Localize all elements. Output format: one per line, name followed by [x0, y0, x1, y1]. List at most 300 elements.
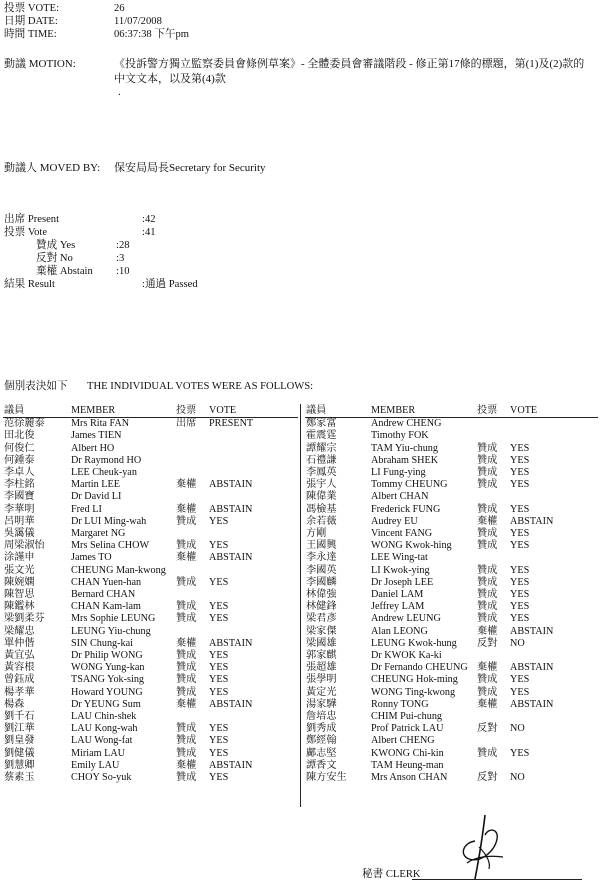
vote-number-value: 26 [114, 3, 125, 14]
vote-en: ABSTAIN [510, 698, 554, 710]
vote-zh [476, 650, 509, 662]
column-header-vote-zh: 投票 [476, 405, 509, 418]
votes-table-header-row [3, 405, 298, 418]
vote-count-value: :41 [142, 227, 156, 238]
vote-zh [476, 552, 509, 564]
vote-zh: 棄權 [176, 759, 197, 771]
vote-en: ABSTAIN [209, 698, 253, 710]
member-vote-row [3, 711, 298, 723]
member-vote-row [305, 491, 598, 503]
vote-en: YES [510, 528, 530, 540]
member-name-en: Emily LAU [71, 759, 120, 771]
vote-en: PRESENT [209, 418, 254, 430]
member-name-zh: 蔡素玉 [4, 772, 35, 784]
vote-en: YES [510, 467, 530, 479]
vote-zh [175, 565, 208, 577]
member-name-zh: 梁耀忠 [4, 625, 35, 637]
vote-zh: 贊成 [477, 540, 498, 552]
vote-zh [175, 711, 208, 723]
vote-en: YES [209, 515, 229, 527]
yes-value: :28 [116, 240, 130, 251]
member-name-en: WONG Yung-kan [71, 662, 145, 674]
member-name-zh: 何鍾泰 [4, 454, 35, 466]
vote-zh [175, 528, 208, 540]
member-name-zh: 王國興 [306, 540, 337, 552]
member-name-zh: 陳鑑林 [4, 601, 35, 613]
member-name-zh: 譚香文 [306, 759, 337, 771]
member-vote-row [3, 662, 298, 674]
clerk-signature-line [412, 879, 582, 880]
vote-zh: 贊成 [477, 576, 498, 588]
vote-zh: 反對 [477, 772, 498, 784]
member-name-zh: 詹培忠 [306, 711, 337, 723]
votes-table-left [3, 405, 298, 784]
vote-en [208, 626, 298, 638]
member-vote-row [3, 443, 298, 455]
member-name-en: LEE Wing-tat [371, 552, 428, 564]
vote-zh: 棄權 [176, 479, 197, 491]
member-name-en: Bernard CHAN [71, 589, 136, 601]
member-name-en: Jeffrey LAM [371, 601, 425, 613]
vote-zh: 反對 [477, 723, 498, 735]
member-name-zh: 梁家傑 [306, 625, 337, 637]
member-vote-row [3, 504, 298, 516]
member-vote-row [305, 467, 598, 479]
abstain-label: 棄權 Abstain [36, 266, 93, 277]
member-vote-row [3, 772, 298, 784]
vote-zh: 贊成 [477, 528, 498, 540]
vote-en: YES [510, 674, 530, 686]
member-name-en: CHOY So-yuk [71, 772, 132, 784]
member-name-en: Dr Joseph LEE [371, 576, 434, 588]
vote-zh: 贊成 [477, 747, 498, 759]
member-vote-row [305, 577, 598, 589]
member-name-en: Frederick FUNG [371, 503, 441, 515]
member-vote-row [305, 662, 598, 674]
member-vote-row [3, 687, 298, 699]
member-name-zh: 陳偉業 [306, 491, 337, 503]
member-name-en: Fred LI [71, 503, 102, 515]
vote-en: YES [209, 540, 229, 552]
member-name-zh: 陳智思 [4, 589, 35, 601]
vote-number-label: 投票 VOTE: [4, 3, 60, 14]
vote-en: NO [510, 772, 525, 784]
member-vote-row [3, 638, 298, 650]
vote-en: YES [510, 601, 530, 613]
vote-zh: 贊成 [477, 589, 498, 601]
vote-en: ABSTAIN [209, 637, 253, 649]
member-vote-row [3, 650, 298, 662]
member-name-en: Albert CHENG [371, 735, 435, 747]
member-name-en: Dr David LI [71, 491, 122, 503]
member-name-en: Andrew CHENG [371, 418, 442, 430]
member-name-zh: 郭家麒 [306, 650, 337, 662]
member-name-en: LI Kwok-ying [371, 564, 430, 576]
member-name-zh: 劉江華 [4, 723, 35, 735]
vote-zh [175, 626, 208, 638]
member-name-en: Dr YEUNG Sum [71, 698, 141, 710]
member-name-zh: 梁國雄 [306, 637, 337, 649]
member-vote-row [305, 723, 598, 735]
date-value: 11/07/2008 [114, 16, 162, 27]
member-vote-row [305, 565, 598, 577]
individual-votes-title-zh: 個別表決如下 [4, 381, 68, 392]
vote-en [208, 443, 298, 455]
vote-en [208, 455, 298, 467]
column-header-member-zh: 議員 [3, 405, 70, 418]
member-name-zh: 李鳳英 [306, 467, 337, 479]
member-name-en: Dr Fernando CHEUNG [371, 662, 468, 674]
member-vote-row [3, 626, 298, 638]
vote-en [208, 467, 298, 479]
vote-en: YES [209, 686, 229, 698]
member-name-en: Abraham SHEK [371, 454, 439, 466]
vote-zh: 反對 [477, 637, 498, 649]
vote-zh: 贊成 [176, 515, 197, 527]
vote-en: ABSTAIN [510, 515, 554, 527]
present-label: 出席 Present [4, 214, 60, 225]
member-name-en: Miriam LAU [71, 747, 126, 759]
vote-count-label: 投票 Vote [4, 227, 48, 238]
member-name-zh: 湯家驊 [306, 698, 337, 710]
vote-zh: 棄權 [176, 637, 197, 649]
member-name-en: LAU Chin-shek [71, 711, 137, 723]
vote-zh: 贊成 [477, 479, 498, 491]
vote-zh [476, 735, 509, 747]
member-name-zh: 黃宜弘 [4, 650, 35, 662]
motion-label: 動議 MOTION: [4, 58, 76, 70]
vote-zh [175, 467, 208, 479]
member-name-en: Mrs Rita FAN [71, 418, 130, 430]
member-name-en: Vincent FANG [371, 528, 433, 540]
vote-en [509, 760, 598, 772]
column-header-vote-en: VOTE [208, 405, 298, 418]
member-name-zh: 劉秀成 [306, 723, 337, 735]
vote-en: ABSTAIN [209, 479, 253, 491]
vote-en: YES [510, 576, 530, 588]
member-vote-row [3, 748, 298, 760]
vote-en: NO [510, 723, 525, 735]
vote-en: YES [510, 503, 530, 515]
votes-table-header-row [305, 405, 598, 418]
vote-en: YES [510, 454, 530, 466]
member-name-zh: 張超雄 [306, 662, 337, 674]
member-name-zh: 單仲偕 [4, 637, 35, 649]
vote-en: ABSTAIN [209, 552, 253, 564]
vote-zh: 贊成 [176, 601, 197, 613]
member-name-en: Daniel LAM [371, 589, 424, 601]
vote-en: YES [510, 613, 530, 625]
vote-zh: 贊成 [477, 454, 498, 466]
member-vote-row [305, 504, 598, 516]
vote-zh: 棄權 [176, 552, 197, 564]
vote-zh [476, 491, 509, 503]
member-vote-row [305, 748, 598, 760]
vote-zh: 贊成 [176, 735, 197, 747]
vote-zh: 贊成 [477, 503, 498, 515]
member-vote-row [305, 455, 598, 467]
member-name-zh: 梁君彥 [306, 613, 337, 625]
vote-zh: 贊成 [477, 613, 498, 625]
vote-zh: 贊成 [176, 576, 197, 588]
member-vote-row [305, 760, 598, 772]
member-name-zh: 林偉強 [306, 589, 337, 601]
member-name-zh: 陳方安生 [306, 772, 347, 784]
abstain-value: :10 [116, 266, 130, 277]
member-name-en: Prof Patrick LAU [371, 723, 444, 735]
member-name-zh: 李永達 [306, 552, 337, 564]
member-name-zh: 李國寶 [4, 491, 35, 503]
vote-en: YES [209, 747, 229, 759]
time-label: 時間 TIME: [4, 29, 57, 40]
vote-zh: 贊成 [176, 613, 197, 625]
result-value: :通過 Passed [142, 279, 198, 290]
member-vote-row [3, 491, 298, 503]
vote-zh [476, 711, 509, 723]
vote-en [509, 735, 598, 747]
time-value: 06:37:38 下午pm [114, 29, 190, 40]
member-name-en: CHAN Yuen-han [71, 576, 142, 588]
column-header-member-en: MEMBER [70, 405, 175, 418]
member-name-zh: 梁劉柔芬 [4, 613, 45, 625]
member-name-zh: 呂明華 [4, 515, 35, 527]
date-label: 日期 DATE: [4, 16, 58, 27]
member-vote-row [305, 540, 598, 552]
vote-en: YES [209, 674, 229, 686]
member-name-en: LEE Cheuk-yan [71, 467, 137, 479]
member-name-en: TSANG Yok-sing [71, 674, 145, 686]
column-header-member-en: MEMBER [370, 405, 476, 418]
member-vote-row [3, 528, 298, 540]
member-name-zh: 范徐麗泰 [4, 418, 45, 430]
member-name-zh: 鄭經翰 [306, 735, 337, 747]
vote-zh [476, 418, 509, 431]
member-name-zh: 何俊仁 [4, 442, 35, 454]
member-name-zh: 李國麟 [306, 576, 337, 588]
vote-zh: 贊成 [176, 686, 197, 698]
member-name-zh: 劉慧卿 [4, 759, 35, 771]
member-vote-row [305, 735, 598, 747]
member-name-en: TAM Heung-man [371, 759, 444, 771]
member-vote-row [3, 613, 298, 625]
column-header-vote-zh: 投票 [175, 405, 208, 418]
member-name-zh: 張宇人 [306, 479, 337, 491]
member-name-zh: 張學明 [306, 674, 337, 686]
vote-zh: 贊成 [176, 540, 197, 552]
present-value: :42 [142, 214, 156, 225]
vote-zh [175, 491, 208, 503]
member-vote-row [3, 467, 298, 479]
member-vote-row [3, 577, 298, 589]
member-name-zh: 張文光 [4, 564, 35, 576]
vote-en: NO [510, 637, 525, 649]
member-name-zh: 余若薇 [306, 515, 337, 527]
member-name-zh: 霍震霆 [306, 430, 337, 442]
vote-en: YES [510, 589, 530, 601]
vote-en: YES [510, 540, 530, 552]
member-name-en: Albert HO [71, 442, 115, 454]
member-vote-row [305, 772, 598, 784]
vote-en: ABSTAIN [209, 503, 253, 515]
vote-zh [175, 430, 208, 442]
member-name-en: Tommy CHEUNG [371, 479, 448, 491]
member-name-en: Mrs Anson CHAN [371, 772, 448, 784]
member-vote-row [305, 528, 598, 540]
member-name-zh: 鄺志堅 [306, 747, 337, 759]
member-vote-row [305, 443, 598, 455]
vote-zh: 棄權 [176, 503, 197, 515]
member-name-en: Dr LUI Ming-wah [71, 515, 147, 527]
member-name-en: Mrs Sophie LEUNG [71, 613, 156, 625]
member-name-zh: 林健鋒 [306, 601, 337, 613]
vote-zh: 贊成 [176, 674, 197, 686]
member-name-zh: 李卓人 [4, 467, 35, 479]
vote-zh: 棄權 [176, 698, 197, 710]
vote-zh [175, 443, 208, 455]
member-vote-row [3, 479, 298, 491]
votes-table-right [305, 405, 598, 784]
member-name-en: Albert CHAN [371, 491, 429, 503]
member-name-zh: 馮檢基 [306, 503, 337, 515]
vote-en [509, 711, 598, 723]
member-name-zh: 吳靄儀 [4, 528, 35, 540]
column-header-vote-en: VOTE [509, 405, 598, 418]
vote-zh [175, 589, 208, 601]
vote-en [208, 711, 298, 723]
vote-zh: 贊成 [477, 674, 498, 686]
member-name-zh: 陳婉嫻 [4, 576, 35, 588]
vote-en: YES [209, 735, 229, 747]
vote-en [208, 528, 298, 540]
member-name-zh: 劉千石 [4, 711, 35, 723]
member-name-en: TAM Yiu-chung [371, 442, 438, 454]
member-name-en: CHEUNG Man-kwong [71, 564, 166, 576]
member-name-zh: 李華明 [4, 503, 35, 515]
vote-zh [476, 760, 509, 772]
vote-zh [175, 455, 208, 467]
result-label: 結果 Result [4, 279, 55, 290]
member-name-zh: 涂謹申 [4, 552, 35, 564]
member-vote-row [305, 638, 598, 650]
member-name-en: James TO [71, 552, 112, 564]
member-vote-row [3, 516, 298, 528]
clerk-label: 秘書 CLERK [362, 869, 421, 880]
member-name-en: Timothy FOK [371, 430, 429, 442]
vote-zh: 贊成 [477, 601, 498, 613]
member-name-en: Alan LEONG [371, 625, 428, 637]
table-column-divider [300, 404, 301, 807]
member-name-en: LI Fung-ying [371, 467, 426, 479]
vote-en: ABSTAIN [510, 662, 554, 674]
member-name-zh: 田北俊 [4, 430, 35, 442]
vote-zh [476, 430, 509, 442]
vote-en [509, 418, 598, 431]
member-name-zh: 楊森 [4, 698, 25, 710]
vote-en [509, 491, 598, 503]
member-name-en: WONG Ting-kwong [371, 686, 456, 698]
vote-en: YES [510, 442, 530, 454]
member-name-en: LAU Kong-wah [71, 723, 138, 735]
yes-label: 贊成 Yes [36, 240, 76, 251]
member-name-en: WONG Kwok-hing [371, 540, 452, 552]
vote-en: YES [209, 576, 229, 588]
member-name-zh: 劉皇發 [4, 735, 35, 747]
member-name-zh: 鄭家富 [306, 418, 337, 430]
member-name-zh: 周梁淑怡 [4, 540, 45, 552]
member-vote-row [3, 601, 298, 613]
vote-en: YES [209, 772, 229, 784]
column-header-member-zh: 議員 [305, 405, 370, 418]
individual-votes-title-en: THE INDIVIDUAL VOTES WERE AS FOLLOWS: [87, 381, 314, 392]
vote-zh: 棄權 [477, 625, 498, 637]
member-vote-row [305, 552, 598, 564]
vote-zh: 贊成 [176, 662, 197, 674]
member-name-en: Andrew LEUNG [371, 613, 441, 625]
member-name-en: CHIM Pui-chung [371, 711, 443, 723]
member-name-zh: 李國英 [306, 564, 337, 576]
vote-zh: 棄權 [477, 698, 498, 710]
vote-zh: 贊成 [477, 686, 498, 698]
member-name-zh: 楊孝華 [4, 686, 35, 698]
member-name-en: Howard YOUNG [71, 686, 143, 698]
vote-en [509, 650, 598, 662]
member-name-zh: 譚耀宗 [306, 442, 337, 454]
vote-zh: 贊成 [176, 650, 197, 662]
member-name-zh: 劉健儀 [4, 747, 35, 759]
vote-zh: 出席 [176, 418, 197, 430]
member-name-zh: 李柱銘 [4, 479, 35, 491]
vote-en: YES [209, 601, 229, 613]
vote-zh: 贊成 [176, 747, 197, 759]
member-vote-row [305, 699, 598, 711]
clerk-signature [445, 813, 515, 883]
member-name-en: Dr KWOK Ka-ki [371, 650, 442, 662]
member-name-en: James TIEN [71, 430, 122, 442]
vote-zh: 贊成 [477, 564, 498, 576]
vote-en: YES [209, 723, 229, 735]
vote-en [208, 430, 298, 442]
member-vote-row [3, 699, 298, 711]
member-vote-row [3, 455, 298, 467]
vote-en: YES [510, 747, 530, 759]
no-value: :3 [116, 253, 125, 264]
vote-en: YES [209, 650, 229, 662]
member-vote-row [305, 516, 598, 528]
member-name-zh: 曾鈺成 [4, 674, 35, 686]
member-name-zh: 黃容根 [4, 662, 35, 674]
vote-en [208, 589, 298, 601]
member-vote-row [3, 565, 298, 577]
member-vote-row [305, 650, 598, 662]
moved-by-label: 動議人 MOVED BY: [4, 162, 101, 174]
member-name-en: CHAN Kam-lam [71, 601, 141, 613]
member-vote-row [3, 540, 298, 552]
member-name-en: Dr Philip WONG [71, 650, 143, 662]
moved-by-value: 保安局局長Secretary for Security [114, 162, 266, 174]
vote-en: YES [510, 479, 530, 491]
member-name-en: Dr Raymond HO [71, 454, 142, 466]
member-name-en: CHEUNG Hok-ming [371, 674, 458, 686]
member-name-en: Mrs Selina CHOW [71, 540, 150, 552]
member-vote-row [3, 552, 298, 564]
vote-en: ABSTAIN [510, 625, 554, 637]
member-name-en: SIN Chung-kai [71, 637, 133, 649]
vote-en: ABSTAIN [209, 759, 253, 771]
vote-zh: 贊成 [477, 467, 498, 479]
member-name-zh: 黃定光 [306, 686, 337, 698]
member-name-en: Martin LEE [71, 479, 120, 491]
vote-en [509, 552, 598, 564]
